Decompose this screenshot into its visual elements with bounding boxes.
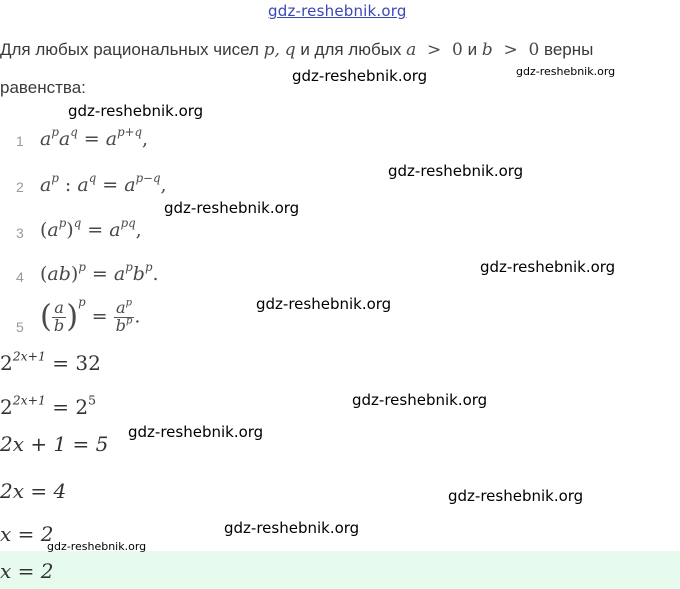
solution-line-1-rhs: = 32 [52,351,101,375]
solution-line-5: x = 2 [0,522,54,546]
watermark-text: gdz-reshebnik.org [448,487,584,505]
rule-3-formula: $(a^p)^q = a^{pq}$, [40,216,142,241]
rule-number-1: 1 [16,133,24,149]
solution-line-1 [0,348,101,375]
watermark-text: gdz-reshebnik.org [224,519,360,537]
solution-line-2-base: 2 [0,395,13,419]
rule-2-formula: $a^p$ : $a^q = a^{p-q}$, [40,171,167,196]
rule-5-formula: ( $\frac{a}{b}$ )$^p$ = $\frac{a^p}{b^p}$ . [40,294,141,335]
watermark-text: gdz-reshebnik.org [68,102,204,120]
watermark-text: gdz-reshebnik.org [388,162,524,180]
solution-line-2-eq: = 2 [52,395,89,419]
var-p: p, [263,40,280,60]
intro-suffix: верны [544,40,594,59]
rule-4-formula: $(ab)^p = a^pb^p$. [40,260,159,285]
watermark-text: gdz-reshebnik.org [516,65,616,78]
intro-prefix: Для любых рациональных чисел [0,40,259,59]
watermark-header-link[interactable]: gdz-reshebnik.org [268,2,407,20]
rule-number-4: 4 [16,269,24,285]
rule-1-formula: $a^pa^q = a^{p+q}$, [40,125,149,150]
solution-line-1-exp: 2x+1 [12,348,46,364]
watermark-text: gdz-reshebnik.org [47,540,147,553]
solution-line-2 [0,392,96,419]
watermark-text: gdz-reshebnik.org [480,258,616,276]
watermark-text: gdz-reshebnik.org [256,295,392,313]
var-q: q [284,40,296,60]
solution-line-3: 2x + 1 = 5 [0,432,109,456]
var-a: a [406,40,417,60]
answer-text: x = 2 [0,559,54,583]
watermark-text: gdz-reshebnik.org [292,67,428,85]
solution-line-2-exp: 2x+1 [12,392,46,408]
intro-middle: и для любых [300,40,402,59]
intro-and: и [467,40,478,59]
watermark-text: gdz-reshebnik.org [164,199,300,217]
zero-1: 0 [452,40,463,60]
intro-line-2: равенства: [0,78,86,97]
answer-highlight-box [0,551,680,589]
rule-number-5: 5 [16,319,24,335]
gt-sign-2: > [503,40,518,60]
rule-number-3: 3 [16,225,24,241]
rule-number-2: 2 [16,179,24,195]
solution-line-2-rhs-exp: 5 [88,392,96,408]
watermark-text: gdz-reshebnik.org [128,423,264,441]
zero-2: 0 [528,40,540,60]
solution-line-1-base: 2 [0,351,13,375]
solution-line-4: 2x = 4 [0,479,67,503]
gt-sign-1: > [427,40,442,60]
intro-line-1 [0,40,593,60]
watermark-text: gdz-reshebnik.org [352,391,488,409]
var-b: b [481,40,493,60]
